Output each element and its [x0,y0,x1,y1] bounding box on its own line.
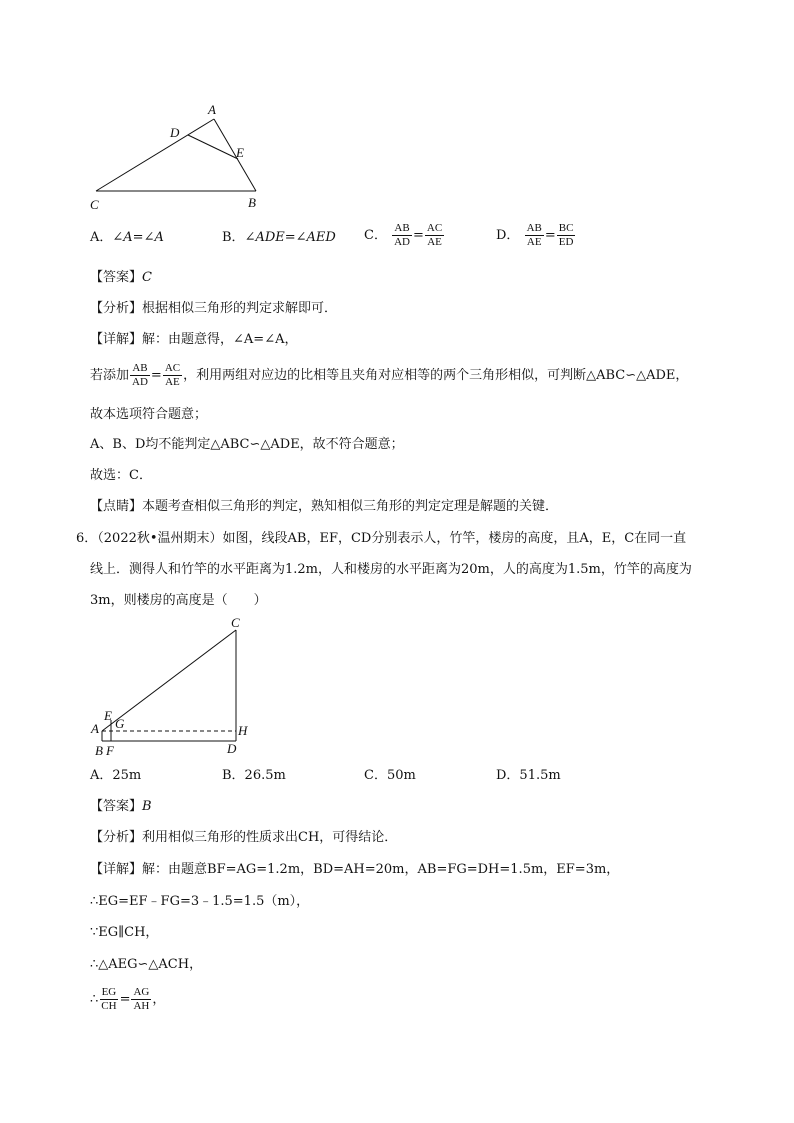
fraction: $\frac{AC}{AE}$ [164,362,181,388]
analysis-line: 【分析】利用相似三角形的性质求出CH，可得结论． [90,830,398,845]
option-a: A．∠A=∠A [90,230,164,245]
answer-line: 【答案】C [90,270,152,285]
fraction: $\frac{AB}{AE}$ [526,222,542,248]
q6-stem-line-3: 3m，则楼房的高度是（ ） [90,593,267,608]
label-E: E [236,145,244,160]
detail-line-4: A、B、D均不能判定△ABC∽△ADE，故不符合题意； [90,437,404,452]
detail-line-2: 若添加 $\frac{AB}{AD}$ = $\frac{AC}{AE}$ ，利用两组对应边的比相等且夹角对应相等的两个三角形相似，可判断△ABC∽△ADE， [90,362,689,388]
detail-line-5: ∴ $\frac{EG}{CH}$ = $\frac{AG}{AH}$ ， [90,986,166,1012]
label-B: B [248,195,256,210]
option-b: B．∠ADE=∠AED [222,230,336,245]
comment-line: 【点睛】本题考查相似三角形的判定，熟知相似三角形的判定定理是解题的关键． [90,499,559,514]
label-C: C [90,197,99,212]
label-F: F [106,743,114,758]
analysis-line: 【分析】根据相似三角形的判定求解即可． [90,301,338,316]
fraction: $\frac{AC}{AE}$ [426,222,443,248]
label-A: A [91,721,99,736]
detail-line-3: ∵EG∥CH， [90,925,159,940]
label-E: E [104,708,112,723]
label-G: G [115,716,125,731]
label-C: C [231,615,240,630]
option-c: C． $\frac{AB}{AD}$ = $\frac{AC}{AE}$ [364,222,443,248]
option-c: C．50m [364,768,416,783]
detail-line-4: ∴△AEG∽△ACH， [90,957,203,972]
label-D: D [170,125,180,140]
label-D: D [227,741,237,756]
building-figure-q6 [84,614,264,759]
q6-stem-line-2: 线上．测得人和竹竿的水平距离为1.2m，人和楼房的水平距离为20m，人的高度为1.5m，竹竿的高度为 [90,562,692,577]
option-a: A．25m [90,768,142,783]
option-b: B．26.5m [222,768,286,783]
fraction: $\frac{AG}{AH}$ [133,986,150,1012]
q6-stem-line-1: 6．（2022秋•温州期末）如图，线段AB，EF，CD分别表示人，竹竿，楼房的高度，且A，E，C在同一直 [76,531,687,546]
fraction: $\frac{BC}{ED}$ [558,222,574,248]
option-d: D．51.5m [496,768,561,783]
detail-line-2: ∴EG=EF﹣FG=3﹣1.5=1.5（m）， [90,894,310,909]
detail-line-1: 【详解】解：由题意得，∠A=∠A， [90,332,298,347]
fraction: $\frac{EG}{CH}$ [101,986,117,1012]
answer-line: 【答案】B [90,799,152,814]
detail-line-3: 故本选项符合题意； [90,407,208,422]
detail-line-5: 故选：C． [90,468,152,483]
triangle-figure-q5 [80,95,280,215]
label-A: A [208,102,216,117]
detail-line-1: 【详解】解：由题意BF=AG=1.2m，BD=AH=20m，AB=FG=DH=1.5m，EF=3m， [90,862,620,877]
option-d: D． $\frac{AB}{AE}$ = $\frac{BC}{ED}$ [496,222,574,248]
fraction: $\frac{AB}{AD}$ [132,362,148,388]
label-B: B [95,743,103,758]
fraction: $\frac{AB}{AD}$ [394,222,410,248]
label-H: H [238,723,248,738]
